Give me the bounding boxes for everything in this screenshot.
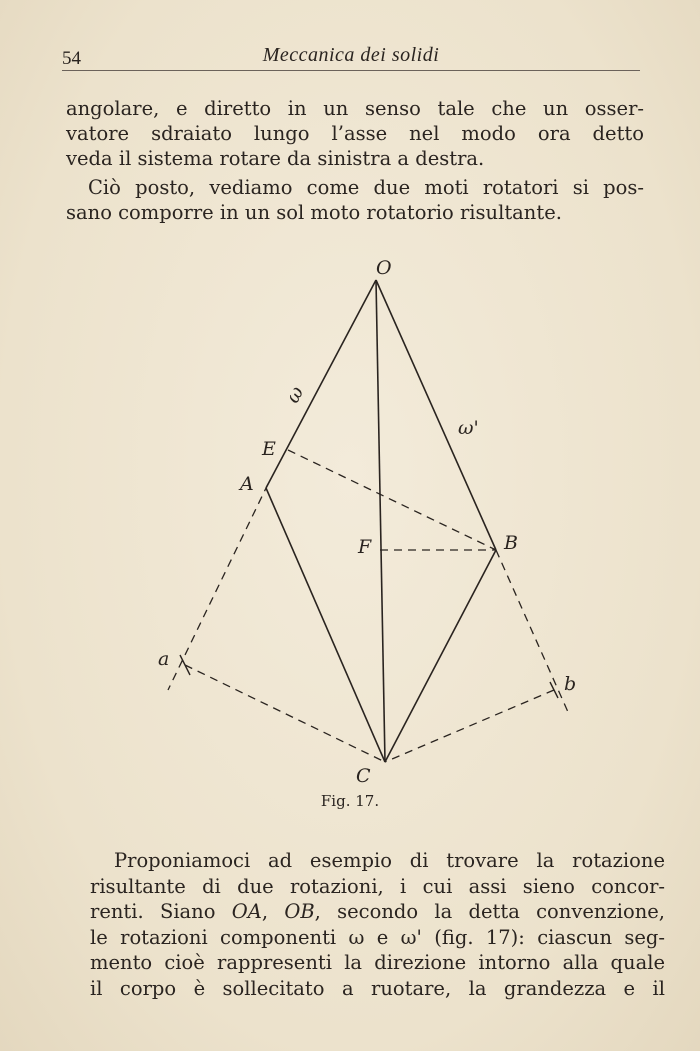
running-title: Meccanica dei solidi bbox=[262, 44, 440, 66]
tick-b bbox=[550, 682, 558, 698]
paragraph-top bbox=[66, 96, 644, 171]
text-line: vatore sdraiato lungo l’asse nel modo ora detto bbox=[66, 122, 644, 145]
label-a: a bbox=[158, 648, 170, 670]
label-O: O bbox=[376, 257, 392, 279]
text-line: sano comporre in un sol moto rotatorio risultante. bbox=[66, 201, 562, 224]
segment-aC bbox=[185, 665, 385, 762]
paragraph-bottom bbox=[90, 848, 665, 1001]
text-line: Proponiamoci ad esempio di trovare la rotazione bbox=[114, 849, 665, 872]
text-line: risultante di due rotazioni, i cui assi sieno concor- bbox=[90, 874, 665, 898]
text-line: veda il sistema rotare da sinistra a destra. bbox=[66, 147, 485, 170]
label-C: C bbox=[356, 765, 371, 787]
segment-bC bbox=[385, 690, 554, 762]
label-b: b bbox=[564, 673, 577, 695]
figure-caption: Fig. 17. bbox=[320, 792, 380, 810]
paragraph-second bbox=[66, 175, 644, 225]
label-omega: ω bbox=[281, 382, 309, 407]
label-E: E bbox=[262, 438, 276, 460]
label-F: F bbox=[358, 536, 372, 558]
text-line: Ciò posto, vediamo come due moti rotatori si pos- bbox=[88, 176, 644, 199]
page-number: 54 bbox=[62, 48, 81, 69]
label-B: B bbox=[504, 532, 518, 554]
text-line: angolare, e diretto in un senso tale che un osser- bbox=[66, 97, 644, 120]
text-line bbox=[90, 899, 665, 925]
text-line: il corpo è sollecitato a ruotare, la grandezza e il bbox=[90, 976, 665, 1000]
text-line: mento cioè rappresenti la direzione intorno alla quale bbox=[90, 951, 665, 974]
text-fragment: , bbox=[261, 900, 285, 923]
segment-EB bbox=[288, 450, 496, 550]
text-fragment: , secondo la detta convenzione, bbox=[314, 900, 665, 923]
label-omega-prime: ω' bbox=[458, 417, 479, 439]
line-through-A bbox=[168, 484, 268, 690]
text-line: le rotazioni componenti ω e ω' (fig. 17): ciascun seg- bbox=[90, 925, 665, 949]
parallelogram-diagram bbox=[140, 250, 600, 810]
line-through-B bbox=[496, 550, 568, 712]
segment-AC bbox=[266, 488, 385, 762]
segment-OB bbox=[376, 280, 496, 550]
segment-OC bbox=[376, 280, 385, 762]
text-fragment: renti. Siano bbox=[90, 900, 232, 923]
figure-17 bbox=[140, 250, 600, 810]
math-OA: OA bbox=[231, 900, 262, 923]
label-A: A bbox=[240, 473, 254, 495]
page-header bbox=[62, 44, 640, 71]
math-OB: OB bbox=[284, 900, 315, 923]
segment-OA bbox=[266, 280, 376, 488]
tick-a bbox=[180, 655, 190, 675]
segment-BC bbox=[385, 550, 496, 762]
